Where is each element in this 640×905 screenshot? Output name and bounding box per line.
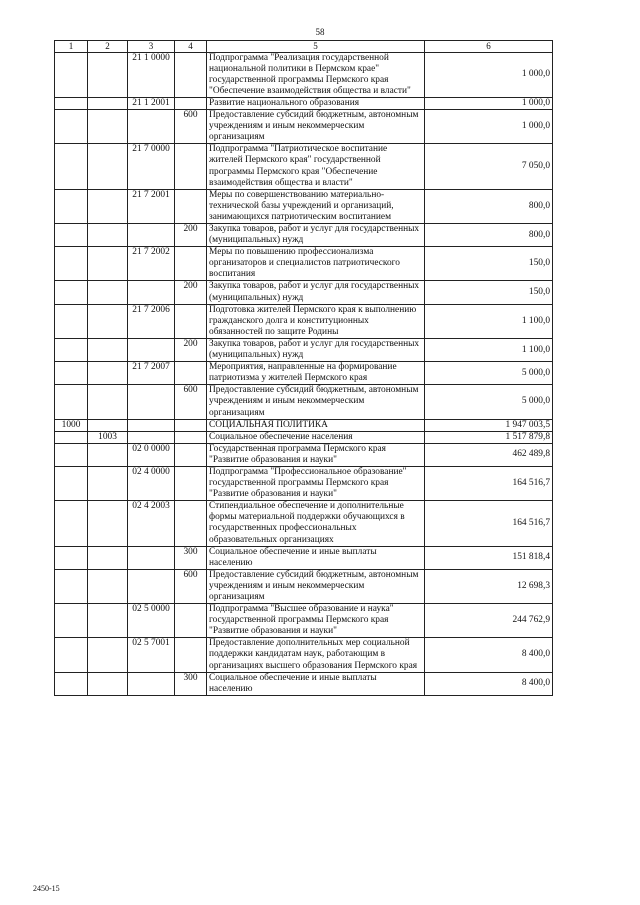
expense-type-cell — [175, 638, 207, 672]
expense-type-cell: 600 — [175, 385, 207, 419]
table-row — [55, 97, 553, 109]
subsection-cell — [88, 546, 128, 569]
item-name-cell: Предоставление субсидий бюджетным, автономным учреждениям и иным некоммерческим организациям — [207, 110, 425, 144]
table-row — [55, 189, 553, 223]
section-cell — [55, 443, 88, 466]
header-cell: 5 — [207, 41, 425, 53]
table-row — [55, 362, 553, 385]
expense-type-cell — [175, 97, 207, 109]
target-article-cell: 02 0 0000 — [128, 443, 175, 466]
target-article-cell — [128, 281, 175, 304]
table-row — [55, 281, 553, 304]
target-article-cell — [128, 338, 175, 361]
section-cell — [55, 110, 88, 144]
table-row — [55, 546, 553, 569]
target-article-cell: 02 5 7001 — [128, 638, 175, 672]
item-name-cell: Государственная программа Пермского края "Развитие образования и науки" — [207, 443, 425, 466]
subsection-cell: 1003 — [88, 431, 128, 443]
amount-cell: 8 400,0 — [425, 638, 553, 672]
item-name-cell: Мероприятия, направленные на формирование патриотизма у жителей Пермского края — [207, 362, 425, 385]
target-article-cell: 02 4 2003 — [128, 501, 175, 546]
section-cell — [55, 281, 88, 304]
table-row — [55, 419, 553, 431]
target-article-cell: 21 1 0000 — [128, 52, 175, 97]
subsection-cell — [88, 466, 128, 500]
page-number: 58 — [315, 27, 325, 37]
amount-cell: 1 100,0 — [425, 338, 553, 361]
item-name-cell: Стипендиальное обеспечение и дополнительные формы материальной поддержки обучающихся в государственных профессиональных образовательных организациях — [207, 501, 425, 546]
table-row — [55, 443, 553, 466]
subsection-cell — [88, 443, 128, 466]
budget-table — [54, 40, 553, 696]
subsection-cell — [88, 638, 128, 672]
section-cell — [55, 189, 88, 223]
expense-type-cell — [175, 189, 207, 223]
item-name-cell: Предоставление субсидий бюджетным, автономным учреждениям и иным некоммерческим организациям — [207, 385, 425, 419]
item-name-cell: Подпрограмма "Высшее образование и наука" государственной программы Пермского края "Развитие образования и науки" — [207, 604, 425, 638]
table-row — [55, 569, 553, 603]
section-cell — [55, 672, 88, 695]
target-article-cell — [128, 431, 175, 443]
expense-type-cell — [175, 419, 207, 431]
target-article-cell: 21 7 2001 — [128, 189, 175, 223]
footer-code: 2450-15 — [33, 884, 60, 893]
target-article-cell — [128, 419, 175, 431]
table-row — [55, 431, 553, 443]
table-row — [55, 338, 553, 361]
table-row — [55, 638, 553, 672]
subsection-cell — [88, 144, 128, 189]
table-header-row — [55, 41, 553, 53]
expense-type-cell — [175, 362, 207, 385]
subsection-cell — [88, 362, 128, 385]
item-name-cell: Предоставление субсидий бюджетным, автономным учреждениям и иным некоммерческим организациям — [207, 569, 425, 603]
expense-type-cell — [175, 144, 207, 189]
amount-cell: 5 000,0 — [425, 362, 553, 385]
expense-type-cell — [175, 247, 207, 281]
item-name-cell: Подпрограмма "Патриотическое воспитание жителей Пермского края" государственной программы Пермского края "Обеспечение взаимодействия общества и власти" — [207, 144, 425, 189]
amount-cell: 1 100,0 — [425, 304, 553, 338]
expense-type-cell — [175, 604, 207, 638]
target-article-cell: 21 7 2007 — [128, 362, 175, 385]
target-article-cell: 21 7 2006 — [128, 304, 175, 338]
section-cell — [55, 144, 88, 189]
section-cell — [55, 338, 88, 361]
subsection-cell — [88, 110, 128, 144]
item-name-cell: Закупка товаров, работ и услуг для государственных (муниципальных) нужд — [207, 224, 425, 247]
amount-cell: 7 050,0 — [425, 144, 553, 189]
section-cell — [55, 247, 88, 281]
expense-type-cell — [175, 431, 207, 443]
subsection-cell — [88, 385, 128, 419]
table-row — [55, 604, 553, 638]
item-name-cell: Закупка товаров, работ и услуг для государственных (муниципальных) нужд — [207, 338, 425, 361]
subsection-cell — [88, 52, 128, 97]
table-row — [55, 304, 553, 338]
amount-cell: 150,0 — [425, 281, 553, 304]
subsection-cell — [88, 338, 128, 361]
item-name-cell: Меры по повышению профессионализма организаторов и специалистов патриотического воспитания — [207, 247, 425, 281]
subsection-cell — [88, 247, 128, 281]
section-cell — [55, 362, 88, 385]
subsection-cell — [88, 501, 128, 546]
subsection-cell — [88, 304, 128, 338]
table-row — [55, 501, 553, 546]
item-name-cell: Подпрограмма "Профессиональное образование" государственной программы Пермского края "Развитие образования и науки" — [207, 466, 425, 500]
amount-cell: 1 517 879,8 — [425, 431, 553, 443]
target-article-cell: 21 7 0000 — [128, 144, 175, 189]
expense-type-cell: 200 — [175, 224, 207, 247]
target-article-cell — [128, 569, 175, 603]
item-name-cell: Социальное обеспечение и иные выплаты населению — [207, 672, 425, 695]
amount-cell: 800,0 — [425, 189, 553, 223]
target-article-cell: 21 7 2002 — [128, 247, 175, 281]
amount-cell: 462 489,8 — [425, 443, 553, 466]
expense-type-cell — [175, 304, 207, 338]
section-cell — [55, 638, 88, 672]
table-row — [55, 52, 553, 97]
amount-cell: 164 516,7 — [425, 466, 553, 500]
subsection-cell — [88, 569, 128, 603]
expense-type-cell: 600 — [175, 110, 207, 144]
section-cell — [55, 569, 88, 603]
target-article-cell: 02 4 0000 — [128, 466, 175, 500]
section-cell — [55, 97, 88, 109]
section-cell — [55, 431, 88, 443]
expense-type-cell — [175, 466, 207, 500]
section-cell — [55, 385, 88, 419]
item-name-cell: Подпрограмма "Реализация государственной национальной политики в Пермском крае" государственной программы Пермского края "Обеспечение взаимодействия общества и власти" — [207, 52, 425, 97]
table-body — [55, 41, 553, 696]
section-cell — [55, 304, 88, 338]
amount-cell: 1 947 003,5 — [425, 419, 553, 431]
expense-type-cell — [175, 52, 207, 97]
amount-cell: 800,0 — [425, 224, 553, 247]
amount-cell: 1 000,0 — [425, 110, 553, 144]
expense-type-cell: 300 — [175, 546, 207, 569]
subsection-cell — [88, 604, 128, 638]
subsection-cell — [88, 281, 128, 304]
table-row — [55, 224, 553, 247]
amount-cell: 1 000,0 — [425, 97, 553, 109]
section-cell: 1000 — [55, 419, 88, 431]
expense-type-cell — [175, 501, 207, 546]
table-row — [55, 466, 553, 500]
amount-cell: 151 818,4 — [425, 546, 553, 569]
section-cell — [55, 52, 88, 97]
target-article-cell: 21 1 2001 — [128, 97, 175, 109]
subsection-cell — [88, 97, 128, 109]
item-name-cell: СОЦИАЛЬНАЯ ПОЛИТИКА — [207, 419, 425, 431]
subsection-cell — [88, 672, 128, 695]
header-cell: 1 — [55, 41, 88, 53]
item-name-cell: Социальное обеспечение и иные выплаты населению — [207, 546, 425, 569]
section-cell — [55, 224, 88, 247]
section-cell — [55, 466, 88, 500]
expense-type-cell: 200 — [175, 281, 207, 304]
section-cell — [55, 604, 88, 638]
subsection-cell — [88, 419, 128, 431]
section-cell — [55, 546, 88, 569]
amount-cell: 8 400,0 — [425, 672, 553, 695]
expense-type-cell: 600 — [175, 569, 207, 603]
header-cell: 6 — [425, 41, 553, 53]
subsection-cell — [88, 224, 128, 247]
target-article-cell — [128, 385, 175, 419]
amount-cell: 12 698,3 — [425, 569, 553, 603]
item-name-cell: Социальное обеспечение населения — [207, 431, 425, 443]
table-row — [55, 385, 553, 419]
table-row — [55, 144, 553, 189]
target-article-cell: 02 5 0000 — [128, 604, 175, 638]
section-cell — [55, 501, 88, 546]
expense-type-cell: 300 — [175, 672, 207, 695]
header-cell: 4 — [175, 41, 207, 53]
header-cell: 2 — [88, 41, 128, 53]
expense-type-cell: 200 — [175, 338, 207, 361]
expense-type-cell — [175, 443, 207, 466]
amount-cell: 150,0 — [425, 247, 553, 281]
item-name-cell: Закупка товаров, работ и услуг для государственных (муниципальных) нужд — [207, 281, 425, 304]
table-row — [55, 110, 553, 144]
amount-cell: 164 516,7 — [425, 501, 553, 546]
table-row — [55, 672, 553, 695]
target-article-cell — [128, 224, 175, 247]
target-article-cell — [128, 546, 175, 569]
item-name-cell: Развитие национального образования — [207, 97, 425, 109]
target-article-cell — [128, 672, 175, 695]
item-name-cell: Подготовка жителей Пермского края к выполнению гражданского долга и конституционных обязанностей по защите Родины — [207, 304, 425, 338]
subsection-cell — [88, 189, 128, 223]
header-cell: 3 — [128, 41, 175, 53]
amount-cell: 244 762,9 — [425, 604, 553, 638]
amount-cell: 5 000,0 — [425, 385, 553, 419]
item-name-cell: Предоставление дополнительных мер социальной поддержки кандидатам наук, работающим в организациях высшего образования Пермского края — [207, 638, 425, 672]
target-article-cell — [128, 110, 175, 144]
amount-cell: 1 000,0 — [425, 52, 553, 97]
table-row — [55, 247, 553, 281]
item-name-cell: Меры по совершенствованию материально-технической базы учреждений и организаций, занимающихся патриотическим воспитанием — [207, 189, 425, 223]
